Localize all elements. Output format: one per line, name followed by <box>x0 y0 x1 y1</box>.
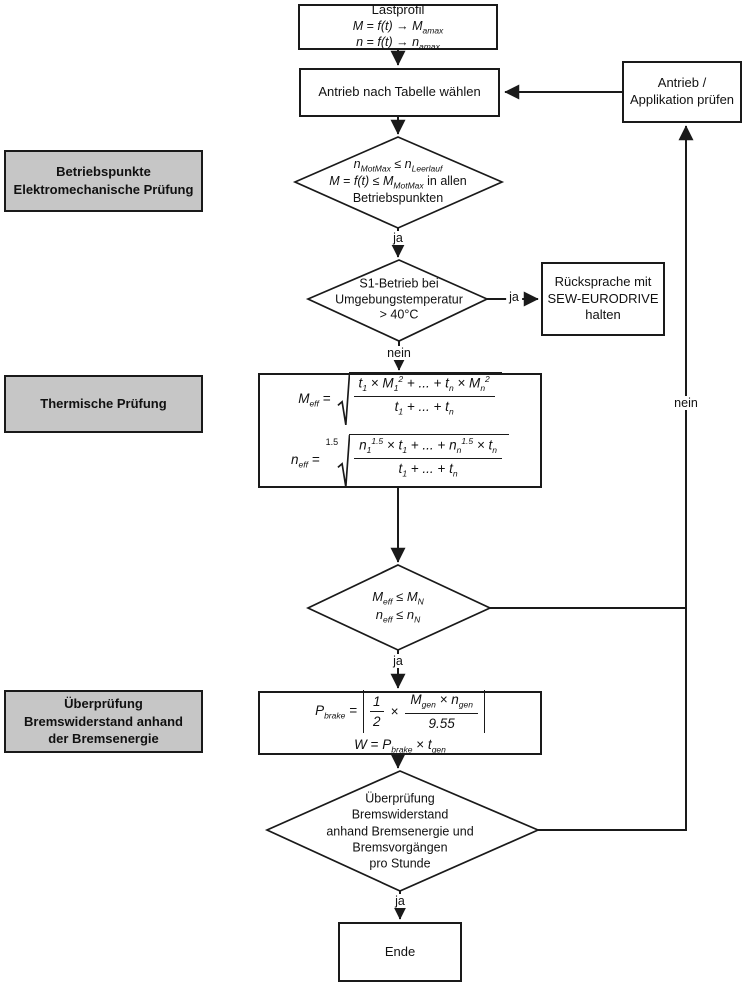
side-label-betriebspunkte <box>4 150 203 212</box>
decision-brems-line2: Bremswiderstand <box>351 807 449 822</box>
thermal-formula-neff <box>291 434 509 490</box>
edge-label-nein-feedback: nein <box>671 396 701 410</box>
mgen-denominator: 9.55 <box>428 715 455 731</box>
decision-brems-line1: Überprüfung <box>365 791 435 806</box>
ruecksprache-line1: Rücksprache mit <box>554 273 652 289</box>
meff-radical <box>337 372 502 428</box>
decision-brems-line3: anhand Bremsenergie und <box>326 823 474 838</box>
edge-diamond4-feedback-up <box>538 126 686 830</box>
side-label-brems-line3: der Bremsenergie <box>48 731 159 747</box>
node-ende <box>338 922 462 982</box>
side-label-betriebspunkte-line2: Elektromechanische Prüfung <box>13 182 194 197</box>
half-fraction <box>370 694 384 729</box>
side-label-betriebspunkte-line1: Betriebspunkte <box>56 164 151 180</box>
neff-fraction <box>354 437 502 479</box>
node-lastprofil <box>298 1 498 52</box>
edge-label-ja-after-betriebspunkte: ja <box>390 231 406 245</box>
side-label-brems <box>4 690 203 753</box>
decision-eff-line2: $n_{eff} \le n_N$ <box>375 607 421 625</box>
half-denominator: 2 <box>372 713 381 729</box>
decision-brems-line4: Bremsvorgängen <box>352 840 448 855</box>
ende-label: Ende <box>384 943 416 959</box>
decision-betriebspunkte-line2: $M = f(t) \le M_{MotMax}$ in allen <box>329 174 467 191</box>
decision-s1-line2: Umgebungstemperatur <box>335 292 463 307</box>
side-label-brems-line1: Überprüfung <box>64 696 143 712</box>
decision-betriebspunkte-line1: $n_{MotMax} \le n_{Leerlauf}$ <box>353 157 443 174</box>
pbrake-formula-column <box>315 690 485 756</box>
side-label-thermisch <box>4 375 203 433</box>
decision-betriebspunkte-line3: Betriebspunkten <box>352 191 444 206</box>
thermal-formula-column <box>291 372 509 489</box>
meff-numerator: $t_1 \times M_1^2$ + ... + $t_n \times M_n^2$ <box>354 375 495 397</box>
node-ruecksprache <box>541 262 665 336</box>
meff-lhs: $M_{eff}$ = <box>298 390 331 409</box>
decision-s1-betrieb-text <box>319 277 479 324</box>
half-numerator: 1 <box>370 694 384 712</box>
pbrake-times: × <box>390 703 399 719</box>
decision-betriebspunkte-text <box>301 157 496 207</box>
decision-brems-line5: pro Stunde <box>369 856 431 871</box>
decision-s1-line3: > 40°C <box>379 307 419 322</box>
thermal-formula-meff <box>298 372 502 428</box>
decision-eff-text <box>338 589 458 625</box>
lastprofil-formula-n: $n = f(t) \to n_{amax}$ <box>356 35 440 52</box>
mgen-numerator: $M_{gen} \times n_{gen}$ <box>405 692 478 713</box>
edge-label-nein-after-s1: nein <box>384 346 414 360</box>
pbrake-formula <box>315 690 485 733</box>
node-thermal-formulas <box>258 373 542 488</box>
lastprofil-title: Lastprofil <box>371 1 425 17</box>
neff-root-index: 1.5 <box>325 436 339 447</box>
node-antrieb-tabelle <box>299 68 500 117</box>
antrieb-tabelle-label: Antrieb nach Tabelle wählen <box>318 84 481 100</box>
side-label-brems-line2: Bremswiderstand anhand <box>24 713 183 729</box>
neff-numerator: $n_1^{1.5} \times t_1$ + ... + $n_n^{1.5} \times t_n$ <box>354 437 502 459</box>
antrieb-applikation-line2: Applikation prüfen <box>629 92 735 107</box>
ruecksprache-line3: halten <box>585 307 621 323</box>
pbrake-lhs: $P_{brake}$ = <box>315 702 357 721</box>
antrieb-applikation-line1: Antrieb / <box>657 75 707 91</box>
node-pbrake-formulas <box>258 691 542 755</box>
neff-denominator: $t_1$ + ... + $t_n$ <box>398 460 458 479</box>
neff-lhs: $n_{eff}$ = <box>290 452 320 471</box>
side-label-thermisch-line1: Thermische Prüfung <box>40 396 167 412</box>
w-formula <box>354 736 446 756</box>
neff-radicand <box>349 434 509 490</box>
decision-s1-line1: S1-Betrieb bei <box>359 276 439 291</box>
edge-label-ja-to-ruecksprache: ja <box>506 290 522 304</box>
neff-radical <box>337 434 509 490</box>
mgen-fraction <box>405 692 478 731</box>
pbrake-absolute-value <box>363 690 485 733</box>
node-antrieb-applikation-pruefen <box>622 61 742 123</box>
w-formula-text: $W = P_{brake} \times t_{gen}$ <box>354 737 446 755</box>
decision-bremswiderstand-text <box>310 790 490 871</box>
decision-eff-line1: $M_{eff} \le M_N$ <box>372 588 424 607</box>
meff-fraction <box>354 375 495 417</box>
lastprofil-formula-m: $M = f(t) \to M_{amax}$ <box>352 18 444 36</box>
ruecksprache-line2: SEW-EURODRIVE <box>547 290 659 306</box>
meff-denominator: $t_1$ + ... + $t_n$ <box>394 399 454 417</box>
meff-radicand <box>349 372 502 428</box>
edge-label-ja-after-eff: ja <box>390 654 406 668</box>
edge-label-ja-after-brems: ja <box>392 894 408 908</box>
